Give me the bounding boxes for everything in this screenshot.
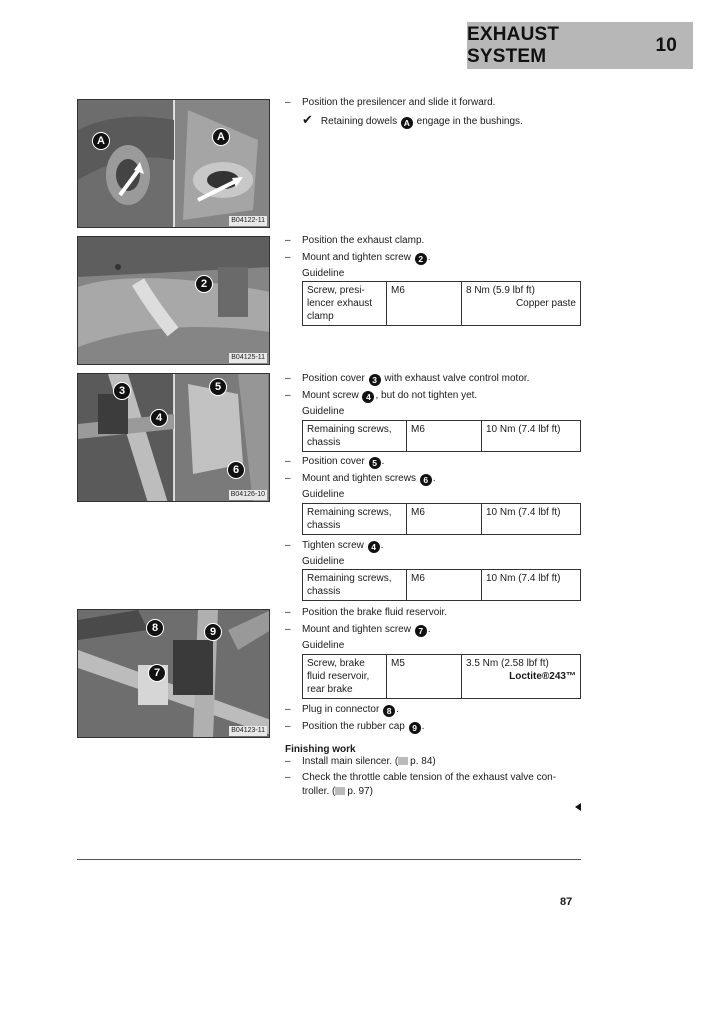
table-cell: 10 Nm (7.4 lbf ft)	[482, 421, 581, 452]
page-number: 87	[560, 896, 573, 908]
ref-marker: 8	[383, 705, 395, 717]
table-cell: M5	[387, 655, 462, 699]
table-cell	[303, 282, 387, 326]
step-text-part: troller. (	[302, 786, 336, 797]
step-text-part: .	[421, 721, 425, 732]
step-text	[302, 539, 383, 553]
photo-code: B04122-11	[231, 217, 265, 224]
step-text	[302, 389, 477, 403]
page-reference-link[interactable]: p. 97)	[347, 786, 373, 797]
torque-table	[302, 503, 581, 535]
photo-marker-9: 9	[204, 623, 222, 641]
step-text	[302, 785, 373, 798]
step-text-part: .	[380, 540, 384, 551]
cell-line: clamp	[307, 311, 334, 322]
torque-table	[302, 281, 581, 326]
cell-line: Remaining screws,	[307, 424, 392, 435]
table-cell: 10 Nm (7.4 lbf ft)	[482, 570, 581, 601]
cell-line: lencer exhaust	[307, 298, 373, 309]
step-text-part: Plug in connector	[302, 704, 380, 715]
photo-cover-drawing	[78, 374, 270, 502]
table-cell: M6	[407, 421, 482, 452]
end-of-section-icon	[575, 803, 581, 811]
guideline-label: Guideline	[302, 406, 345, 417]
chapter-header	[467, 22, 693, 69]
photo-marker-6: 6	[227, 461, 245, 479]
cell-line: Remaining screws,	[307, 573, 392, 584]
step-text-part: .	[427, 252, 431, 263]
photo-code: B04123-11	[231, 727, 265, 734]
step-text-part: Mount and tighten screw	[302, 252, 411, 263]
cell-line: chassis	[307, 520, 341, 531]
torque-table	[302, 569, 581, 601]
step-text-part: .	[396, 704, 399, 715]
cell-line: 3.5 Nm (2.58 lbf ft)	[466, 658, 549, 669]
list-dash: –	[285, 390, 291, 401]
step-text	[302, 623, 431, 637]
list-dash: –	[285, 473, 291, 484]
photo-marker-5: 5	[209, 378, 227, 396]
step-text-part: Position cover	[302, 373, 365, 384]
step-text-part: .	[432, 473, 436, 484]
table-cell: M6	[407, 570, 482, 601]
guideline-label: Guideline	[302, 640, 345, 651]
step-text-part: Mount and tighten screw	[302, 624, 411, 635]
table-cell	[303, 421, 407, 452]
step-text: Position the exhaust clamp.	[302, 235, 425, 246]
cell-line: 8 Nm (5.9 lbf ft)	[466, 285, 535, 296]
table-cell: M6	[387, 282, 462, 326]
photo-marker-2: 2	[195, 275, 213, 293]
cell-line: fluid reservoir,	[307, 671, 370, 682]
photo-exhaust-clamp-drawing	[78, 237, 270, 365]
list-dash: –	[285, 721, 291, 732]
ref-marker: 3	[369, 374, 381, 386]
photo-brake-reservoir	[77, 609, 270, 738]
photo-marker-a-right: A	[212, 128, 230, 146]
footer-rule	[77, 859, 581, 860]
guideline-label: Guideline	[302, 556, 345, 567]
list-dash: –	[285, 624, 291, 635]
step-text-part: , but do not tighten yet.	[375, 390, 478, 401]
list-dash: –	[285, 607, 291, 618]
list-dash: –	[285, 456, 291, 467]
table-cell	[303, 655, 387, 699]
ref-marker: 6	[420, 474, 432, 486]
ref-marker: 9	[409, 722, 421, 734]
step-text-part: Mount and tighten screws	[302, 473, 416, 484]
ref-marker: 4	[368, 541, 380, 553]
book-icon	[335, 787, 345, 795]
chapter-number: 10	[655, 34, 677, 56]
step-text-part: Tighten screw	[302, 540, 364, 551]
step-text-part: Install main silencer. (	[302, 756, 399, 767]
list-dash: –	[285, 772, 291, 783]
step-text	[302, 703, 399, 717]
photo-code: B04126-10	[230, 491, 265, 498]
guideline-label: Guideline	[302, 489, 345, 500]
list-dash: –	[285, 704, 291, 715]
photo-presilencer-drawing	[78, 100, 270, 228]
step-text	[302, 755, 436, 768]
step-text	[302, 472, 436, 486]
step-text-part: .	[427, 624, 431, 635]
photo-marker-7: 7	[148, 664, 166, 682]
list-dash: –	[285, 97, 291, 108]
cell-line: Screw, brake	[307, 658, 365, 669]
photo-code: B04125-11	[231, 354, 265, 361]
cell-line: chassis	[307, 586, 341, 597]
list-dash: –	[285, 252, 291, 263]
step-text-part: Position cover	[302, 456, 365, 467]
ref-marker: 7	[415, 625, 427, 637]
table-cell	[303, 504, 407, 535]
ref-marker: 5	[369, 457, 381, 469]
step-text	[302, 372, 529, 386]
step-text: Check the throttle cable tension of the exhaust valve con-	[302, 772, 557, 783]
step-text-part: with exhaust valve control motor.	[384, 373, 530, 384]
photo-presilencer	[77, 99, 270, 228]
step-text-part: Position the rubber cap	[302, 721, 405, 732]
photo-marker-a-left: A	[92, 132, 110, 150]
finishing-heading: Finishing work	[285, 744, 356, 755]
table-cell	[462, 655, 581, 699]
step-text	[302, 455, 384, 469]
table-cell: 10 Nm (7.4 lbf ft)	[482, 504, 581, 535]
list-dash: –	[285, 540, 291, 551]
guideline-label: Guideline	[302, 268, 345, 279]
torque-table	[302, 654, 581, 699]
photo-brake-reservoir-drawing	[78, 610, 270, 738]
ref-marker: 4	[362, 391, 374, 403]
check-icon: ✔	[302, 112, 313, 127]
list-dash: –	[285, 235, 291, 246]
photo-marker-4: 4	[150, 409, 168, 427]
table-cell	[303, 570, 407, 601]
list-dash: –	[285, 373, 291, 384]
step-text-part: Mount screw	[302, 390, 359, 401]
step-text	[302, 720, 424, 734]
step-text: Position the brake fluid reservoir.	[302, 607, 448, 618]
photo-exhaust-clamp	[77, 236, 270, 365]
ref-marker: A	[401, 117, 413, 129]
photo-marker-8: 8	[146, 619, 164, 637]
step-text-part: .	[381, 456, 385, 467]
cell-line: Copper paste	[515, 298, 576, 309]
cell-line: Loctite®243™	[509, 671, 576, 682]
photo-marker-3: 3	[113, 382, 131, 400]
book-icon	[398, 757, 408, 765]
chapter-title: EXHAUST SYSTEM	[467, 23, 560, 67]
cell-line: Remaining screws,	[307, 507, 392, 518]
photo-cover	[77, 373, 270, 502]
table-cell	[462, 282, 581, 326]
cell-line: rear brake	[307, 684, 353, 695]
torque-table	[302, 420, 581, 452]
step-text: Position the presilencer and slide it forward.	[302, 97, 496, 108]
table-cell: M6	[407, 504, 482, 535]
cell-line: Screw, presi-	[307, 285, 365, 296]
check-line	[302, 113, 523, 129]
check-text: Retaining dowels	[320, 116, 398, 127]
ref-marker: 2	[415, 253, 427, 265]
cell-line: chassis	[307, 437, 341, 448]
page-reference-link[interactable]: p. 84)	[410, 756, 436, 767]
step-text	[302, 251, 431, 265]
check-text: engage in the bushings.	[416, 116, 523, 127]
list-dash: –	[285, 756, 291, 767]
